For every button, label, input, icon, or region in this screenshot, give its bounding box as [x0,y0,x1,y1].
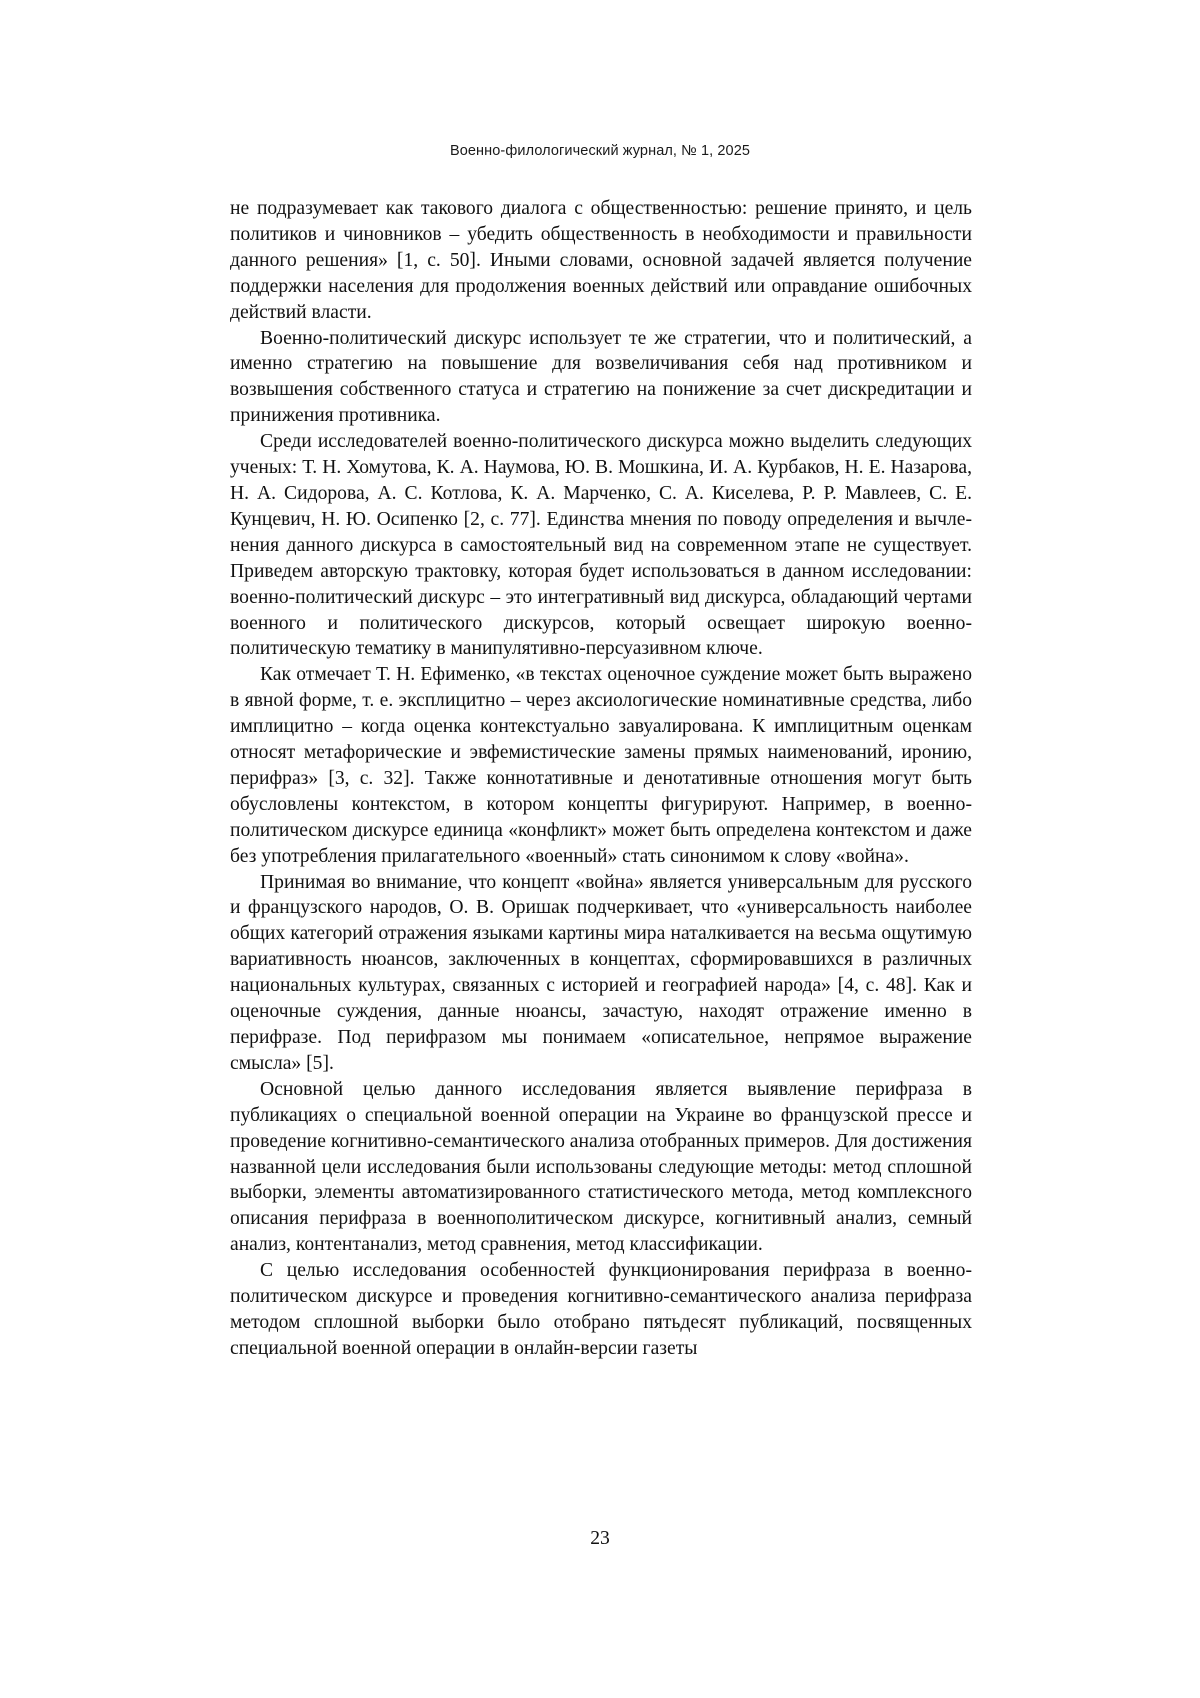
page-number: 23 [590,1528,610,1549]
paragraph-evaluation: Как отмечает Т. Н. Ефименко, «в текстах оценочное суждение может быть выражено в явной форме, т. е. эксплицитно – через аксиологические номинативные средства, либо имплицитно – когда оценка контекстуально завуалирована. К имплицитным оценкам относят метафорические и эвфемистические замены прямых наименований, иронию, перифраз» [3, с. 32]. Также коннотативные и денотативные отношения могут быть обусловлены контекстом, в котором концепты фигурируют. Например, в военно-политическом дискурсе единица «конфликт» может быть определена контекстом и даже без употребления прилагательного «военный» стать синонимом к слову «война». [230,664,972,867]
paragraph-strategies: Военно-политический дискурс использует те же стратегии, что и политический, а именно стратегию на повышение для возвеличивания себя над противником и возвышения собственного статуса и стратегию на понижение за счет дискредитации и принижения противника. [230,327,972,427]
running-header: Военно-филологический журнал, № 1, 2025 [449,143,751,159]
article-body [230,196,972,1362]
paragraph-continuation: не подразумевает как такового диалога с общественностью: решение принято, и цель политиков и чиновников – убедить общественность в необходимости и правильности данного решения» [1, с. 50]. Иными словами, основной задачей является получение поддержки населения для продолжения военных действий или оправдание ошибочных действий власти. [230,198,972,323]
paragraph-researchers: Среди исследователей военно-политического дискурса можно выделить следующих ученых: Т. Н. Хомутова, К. А. Наумова, Ю. В. Мошкина, И. А. Курбаков, Н. Е. Назарова, Н. А. Сидорова, А. С. Котлова, К. А. Марченко, С. А. Киселева, Р. Р. Мавлеев, С. Е. Кунцевич, Н. Ю. Осипенко [2, с. 77]. Единства мнения по поводу определения и вычленения данного дискурса в самостоятельный вид на современном этапе не существует. Приведем авторскую трактовку, которая будет использоваться в данном исследовании: военно-политический дискурс – это интегративный вид дискурса, обладающий чертами военного и политического дискурсов, который освещает широкую военно-политическую тематику в манипулятивно-персуазивном ключе. [230,431,972,660]
paragraph-concept-war: Принимая во внимание, что концепт «война» является универсальным для русского и французского народов, О. В. Оришак подчеркивает, что «универсальность наиболее общих категорий отражения языками картины мира наталкивается на весьма ощутимую вариативность нюансов, заключенных в концептах, сформировавшихся в различных национальных культурах, связанных с историей и географией народа» [4, с. 48]. Как и оценочные суждения, данные нюансы, зачастую, находят отражение именно в перифразе. Под перифразом мы понимаем «описательное, непрямое выражение смысла» [5]. [230,871,972,1074]
paragraph-research-goal: Основной целью данного исследования является выявление перифраза в публикациях о специальной военной операции на Украине во французской прессе и проведение когнитивно-семантического анализа отобранных примеров. Для достижения названной цели исследования были использованы следующие методы: метод сплошной выборки, элементы автоматизированного статистического метода, метод комплексного описания перифраза в военнополитическом дискурсе, когнитивный анализ, семный анализ, контентанализ, метод сравнения, метод классификации. [230,1078,972,1256]
paragraph-methodology: С целью исследования особенностей функционирования перифраза в военно-политическом дискурсе и проведения когнитивно-семантического анализа перифраза методом сплошной выборки было отобрано пятьдесят публикаций, посвященных специальной военной операции в онлайн-версии газеты [230,1260,972,1359]
